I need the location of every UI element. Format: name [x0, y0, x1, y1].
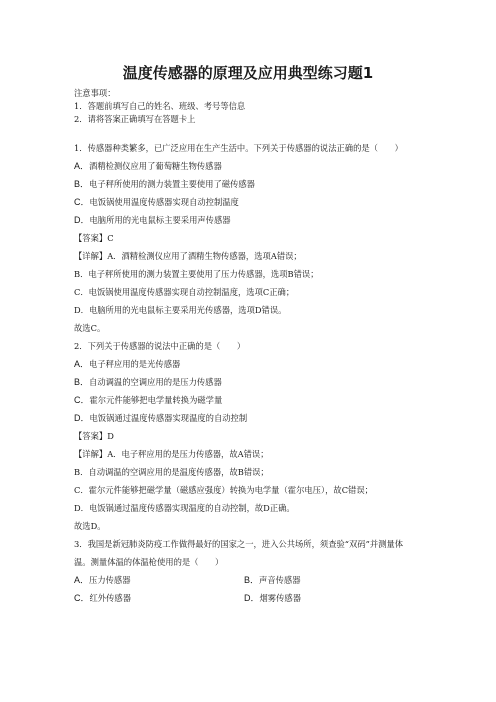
option-label: C． [74, 593, 90, 603]
q2-detail-1: 【详解】A．电子秤应用的是压力传感器，故A错误； [74, 449, 269, 459]
q3-option-d [244, 593, 301, 604]
q2-option-a [74, 359, 180, 370]
option-label: D． [74, 215, 90, 225]
notice-item-1: 1．答题前填写自己的姓名、班级、考号等信息 [74, 101, 246, 111]
page-title: 温度传感器的原理及应用典型练习题1 [122, 64, 374, 82]
option-label: D． [74, 413, 90, 423]
q1-answer: 【答案】C [74, 233, 114, 243]
option-text: 霍尔元件能够把电学量转换为磁学量 [89, 395, 223, 405]
option-text: 红外传感器 [89, 593, 131, 603]
option-text: 烟雾传感器 [259, 593, 301, 603]
option-text: 电饭锅使用温度传感器实现自动控制温度 [89, 197, 239, 207]
option-text: 酒精检测仪应用了葡萄糖生物传感器 [89, 161, 222, 171]
option-label: A． [74, 575, 90, 585]
q1-detail-3: C．电饭锅使用温度传感器实现自动控制温度，选项C正确； [74, 287, 295, 297]
option-text: 电脑所用的光电鼠标主要采用声传感器 [89, 215, 231, 225]
option-label: C． [74, 395, 90, 405]
q2-option-d [74, 413, 247, 424]
q2-detail-4: D．电饭锅通过温度传感器实现温度的自动控制，故D正确。 [74, 503, 295, 513]
q2-conclusion: 故选D。 [74, 521, 106, 531]
option-text: 声音传感器 [259, 575, 301, 585]
notice-item-2: 2．请将答案正确填写在答题卡上 [74, 114, 196, 124]
option-text: 自动调温的空调应用的是压力传感器 [89, 377, 222, 387]
q3-stem-line-2: 温。测量体温的体温枪使用的是（ ） [74, 557, 224, 567]
option-label: B． [74, 179, 90, 189]
q1-detail-1: 【详解】A．酒精检测仪应用了酒精生物传感器，选项A错误； [74, 251, 302, 261]
q1-option-c [74, 197, 239, 208]
q1-stem: 1．传感器种类繁多，已广泛应用在生产生活中。下列关于传感器的说法正确的是（ ） [74, 143, 403, 153]
option-text: 电子秤所使用的测力装置主要使用了磁传感器 [89, 179, 255, 189]
q3-option-row-1 [74, 575, 131, 586]
option-label: D． [244, 593, 260, 603]
option-label: A． [74, 161, 90, 171]
q2-answer: 【答案】D [74, 431, 114, 441]
q1-conclusion: 故选C。 [74, 323, 106, 333]
q1-option-d [74, 215, 231, 226]
notice-heading: 注意事项： [74, 88, 116, 98]
q3-option-c [74, 593, 131, 604]
q3-option-a [74, 575, 131, 585]
q2-stem: 2．下列关于传感器的说法中正确的是（ ） [74, 341, 246, 351]
option-label: A． [74, 359, 90, 369]
q1-detail-2: B．电子秤所使用的测力装置主要使用了压力传感器，选项B错误； [74, 269, 319, 279]
q2-option-b [74, 377, 222, 388]
option-label: B． [74, 377, 90, 387]
q1-option-a [74, 161, 222, 172]
option-text: 电饭锅通过温度传感器实现温度的自动控制 [89, 413, 248, 423]
q2-detail-3: C．霍尔元件能够把磁学量（磁感应强度）转换为电学量（霍尔电压），故C错误； [74, 485, 373, 495]
q2-detail-2: B．自动调温的空调应用的是温度传感器，故B错误； [74, 467, 269, 477]
q1-detail-4: D．电脑所用的光电鼠标主要采用光传感器，选项D错误。 [74, 305, 287, 315]
q3-stem-line-1: 3．我国是新冠肺炎防疫工作做得最好的国家之一，进入公共场所，须查验“双码”并测量体 [74, 539, 404, 549]
option-label: C． [74, 197, 90, 207]
option-text: 压力传感器 [89, 575, 131, 585]
q1-option-b [74, 179, 255, 190]
option-text: 电子秤应用的是光传感器 [89, 359, 181, 369]
q3-option-b [244, 575, 301, 586]
option-label: B． [244, 575, 260, 585]
q2-option-c [74, 395, 222, 406]
